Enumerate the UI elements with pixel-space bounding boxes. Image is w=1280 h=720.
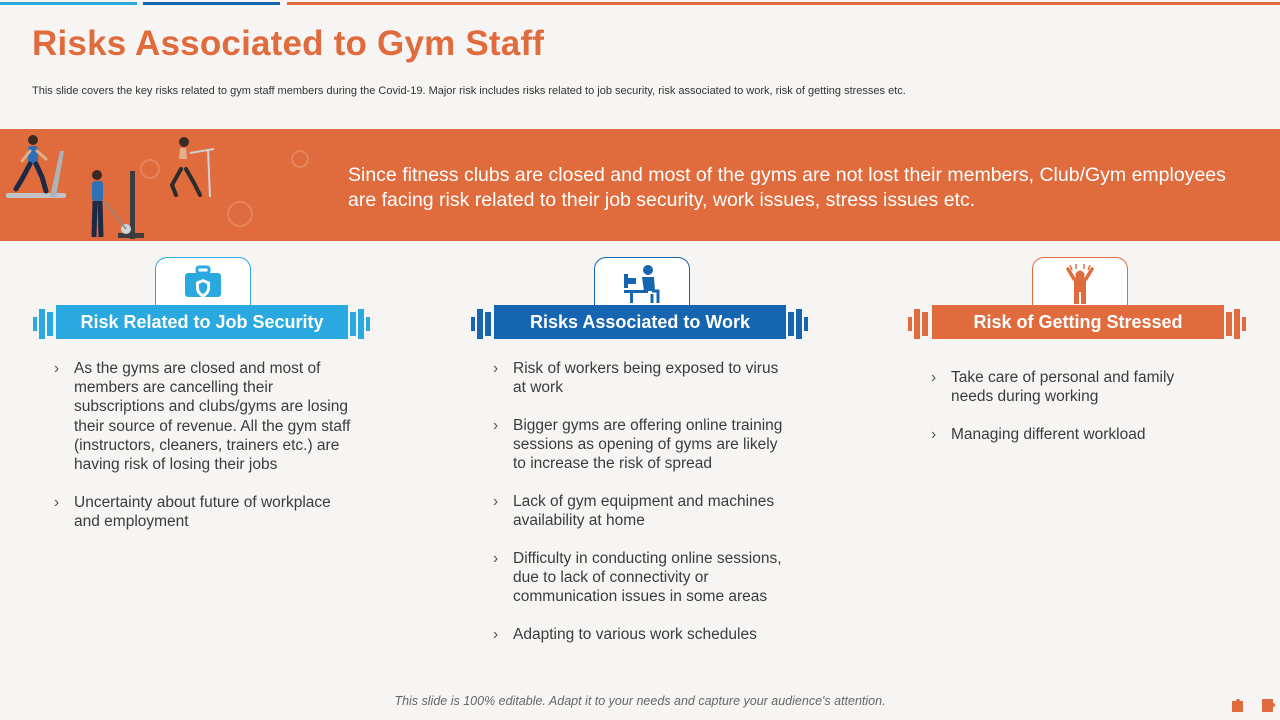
list-item: › Lack of gym equipment and machines availability at home — [493, 492, 793, 530]
gym-people-illustration-icon — [0, 129, 330, 241]
dumbbell-left-plate-icon — [471, 309, 493, 339]
dumbbell-left-plate-icon — [908, 309, 930, 339]
list-item: › Take care of personal and family needs during working — [931, 368, 1211, 406]
dumbbell-right-plate-icon — [350, 309, 372, 339]
stressed-person-icon — [1060, 263, 1100, 305]
work-title: Risks Associated to Work — [494, 305, 786, 339]
job-security-icon-tab — [155, 257, 251, 310]
dumbbell-left-plate-icon — [33, 309, 55, 339]
person-at-computer-icon — [622, 264, 662, 304]
banner-text: Since fitness clubs are closed and most of the gyms are not lost their members, Club/Gym employees are facing risk related to their job security, work issues, stress issues etc. — [348, 164, 1226, 211]
job-security-list — [54, 359, 354, 550]
dumbbell-right-plate-icon — [1226, 309, 1248, 339]
list-item: › Risk of workers being exposed to virus at work — [493, 359, 793, 397]
page-subtitle: This slide covers the key risks related to gym staff members during the Covid-19. Major risk includes risks related to job security, risk associated to work, risk of getting stresses etc. — [32, 85, 906, 97]
dumbbell-right-plate-icon — [788, 309, 810, 339]
summary-banner — [0, 129, 1280, 241]
puzzle-piece-icon — [1230, 697, 1244, 713]
briefcase-shield-icon — [183, 265, 223, 303]
list-item: › As the gyms are closed and most of members are cancelling their subscriptions and clubs/gyms are losing their source of revenue. All the gym staff (instructors, cleaners, trainers etc.) are having risk of losing their jobs — [54, 359, 354, 474]
job-security-title: Risk Related to Job Security — [56, 305, 348, 339]
top-accent-bar-light-blue — [0, 2, 137, 5]
top-accent-bar-dark-blue — [143, 2, 280, 5]
puzzle-piece-icon — [1260, 697, 1276, 713]
top-accent-bar-orange — [287, 2, 1280, 5]
footer-note: This slide is 100% editable. Adapt it to your needs and capture your audience's attention. — [394, 694, 886, 708]
list-item: › Managing different workload — [931, 425, 1211, 444]
list-item: › Bigger gyms are offering online training sessions as opening of gyms are likely to increase the risk of spread — [493, 416, 793, 474]
work-icon-tab — [594, 257, 690, 310]
list-item: › Adapting to various work schedules — [493, 625, 793, 644]
page-title: Risks Associated to Gym Staff — [32, 24, 545, 63]
stress-icon-tab — [1032, 257, 1128, 310]
list-item: › Difficulty in conducting online sessions, due to lack of connectivity or communication issues in some areas — [493, 549, 793, 607]
list-item: › Uncertainty about future of workplace and employment — [54, 493, 354, 531]
stress-list — [931, 368, 1211, 463]
stress-title: Risk of Getting Stressed — [932, 305, 1224, 339]
work-list — [493, 359, 793, 663]
